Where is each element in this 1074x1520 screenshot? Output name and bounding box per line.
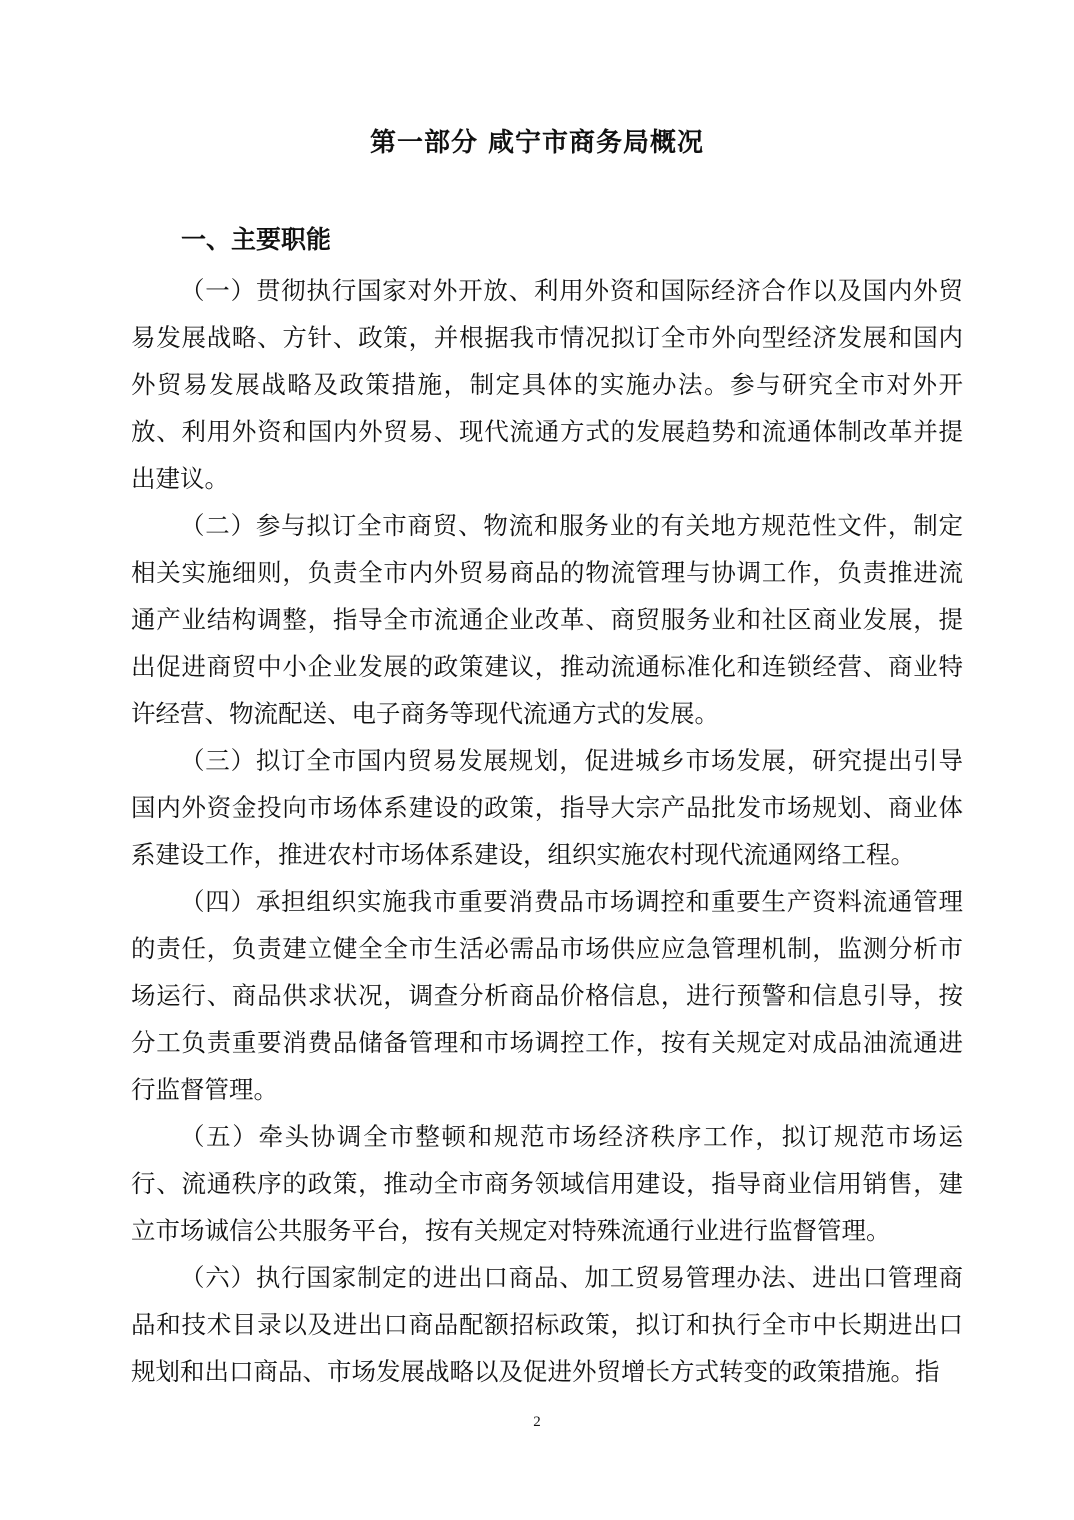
paragraph-6: （六）执行国家制定的进出口商品、加工贸易管理办法、进出口管理商品和技术目录以及进出口商品配额招标政策，拟订和执行全市中长期进出口规划和出口商品、市场发展战略以及促进外贸增长方式转变的政策措施。指 [131, 1263, 963, 1386]
page-number: 2 [533, 1414, 541, 1430]
document-body [131, 221, 963, 1395]
paragraph-5: （五）牵头协调全市整顿和规范市场经济秩序工作，拟订规范市场运行、流通秩序的政策，推动全市商务领域信用建设，指导商业信用销售，建立市场诚信公共服务平台，按有关规定对特殊流通行业进行监督管理。 [131, 1122, 963, 1245]
paragraph-3: （三）拟订全市国内贸易发展规划，促进城乡市场发展，研究提出引导国内外资金投向市场体系建设的政策，指导大宗产品批发市场规划、商业体系建设工作，推进农村市场体系建设，组织实施农村现代流通网络工程。 [131, 746, 963, 869]
paragraph-1: （一）贯彻执行国家对外开放、利用外资和国际经济合作以及国内外贸易发展战略、方针、政策，并根据我市情况拟订全市外向型经济发展和国内外贸易发展战略及政策措施，制定具体的实施办法。参与研究全市对外开放、利用外资和国内外贸易、现代流通方式的发展趋势和流通体制改革并提出建议。 [131, 276, 963, 493]
paragraph-4: （四）承担组织实施我市重要消费品市场调控和重要生产资料流通管理的责任，负责建立健全全市生活必需品市场供应应急管理机制，监测分析市场运行、商品供求状况，调查分析商品价格信息，进行预警和信息引导，按分工负责重要消费品储备管理和市场调控工作，按有关规定对成品油流通进行监督管理。 [131, 887, 963, 1104]
page-title: 第一部分 咸宁市商务局概况 [369, 128, 705, 158]
section-heading: 一、主要职能 [181, 225, 332, 254]
paragraph-2: （二）参与拟订全市商贸、物流和服务业的有关地方规范性文件，制定相关实施细则，负责全市内外贸易商品的物流管理与协调工作，负责推进流通产业结构调整，指导全市流通企业改革、商贸服务业和社区商业发展，提出促进商贸中小企业发展的政策建议，推动流通标准化和连锁经营、商业特许经营、物流配送、电子商务等现代流通方式的发展。 [131, 511, 963, 728]
